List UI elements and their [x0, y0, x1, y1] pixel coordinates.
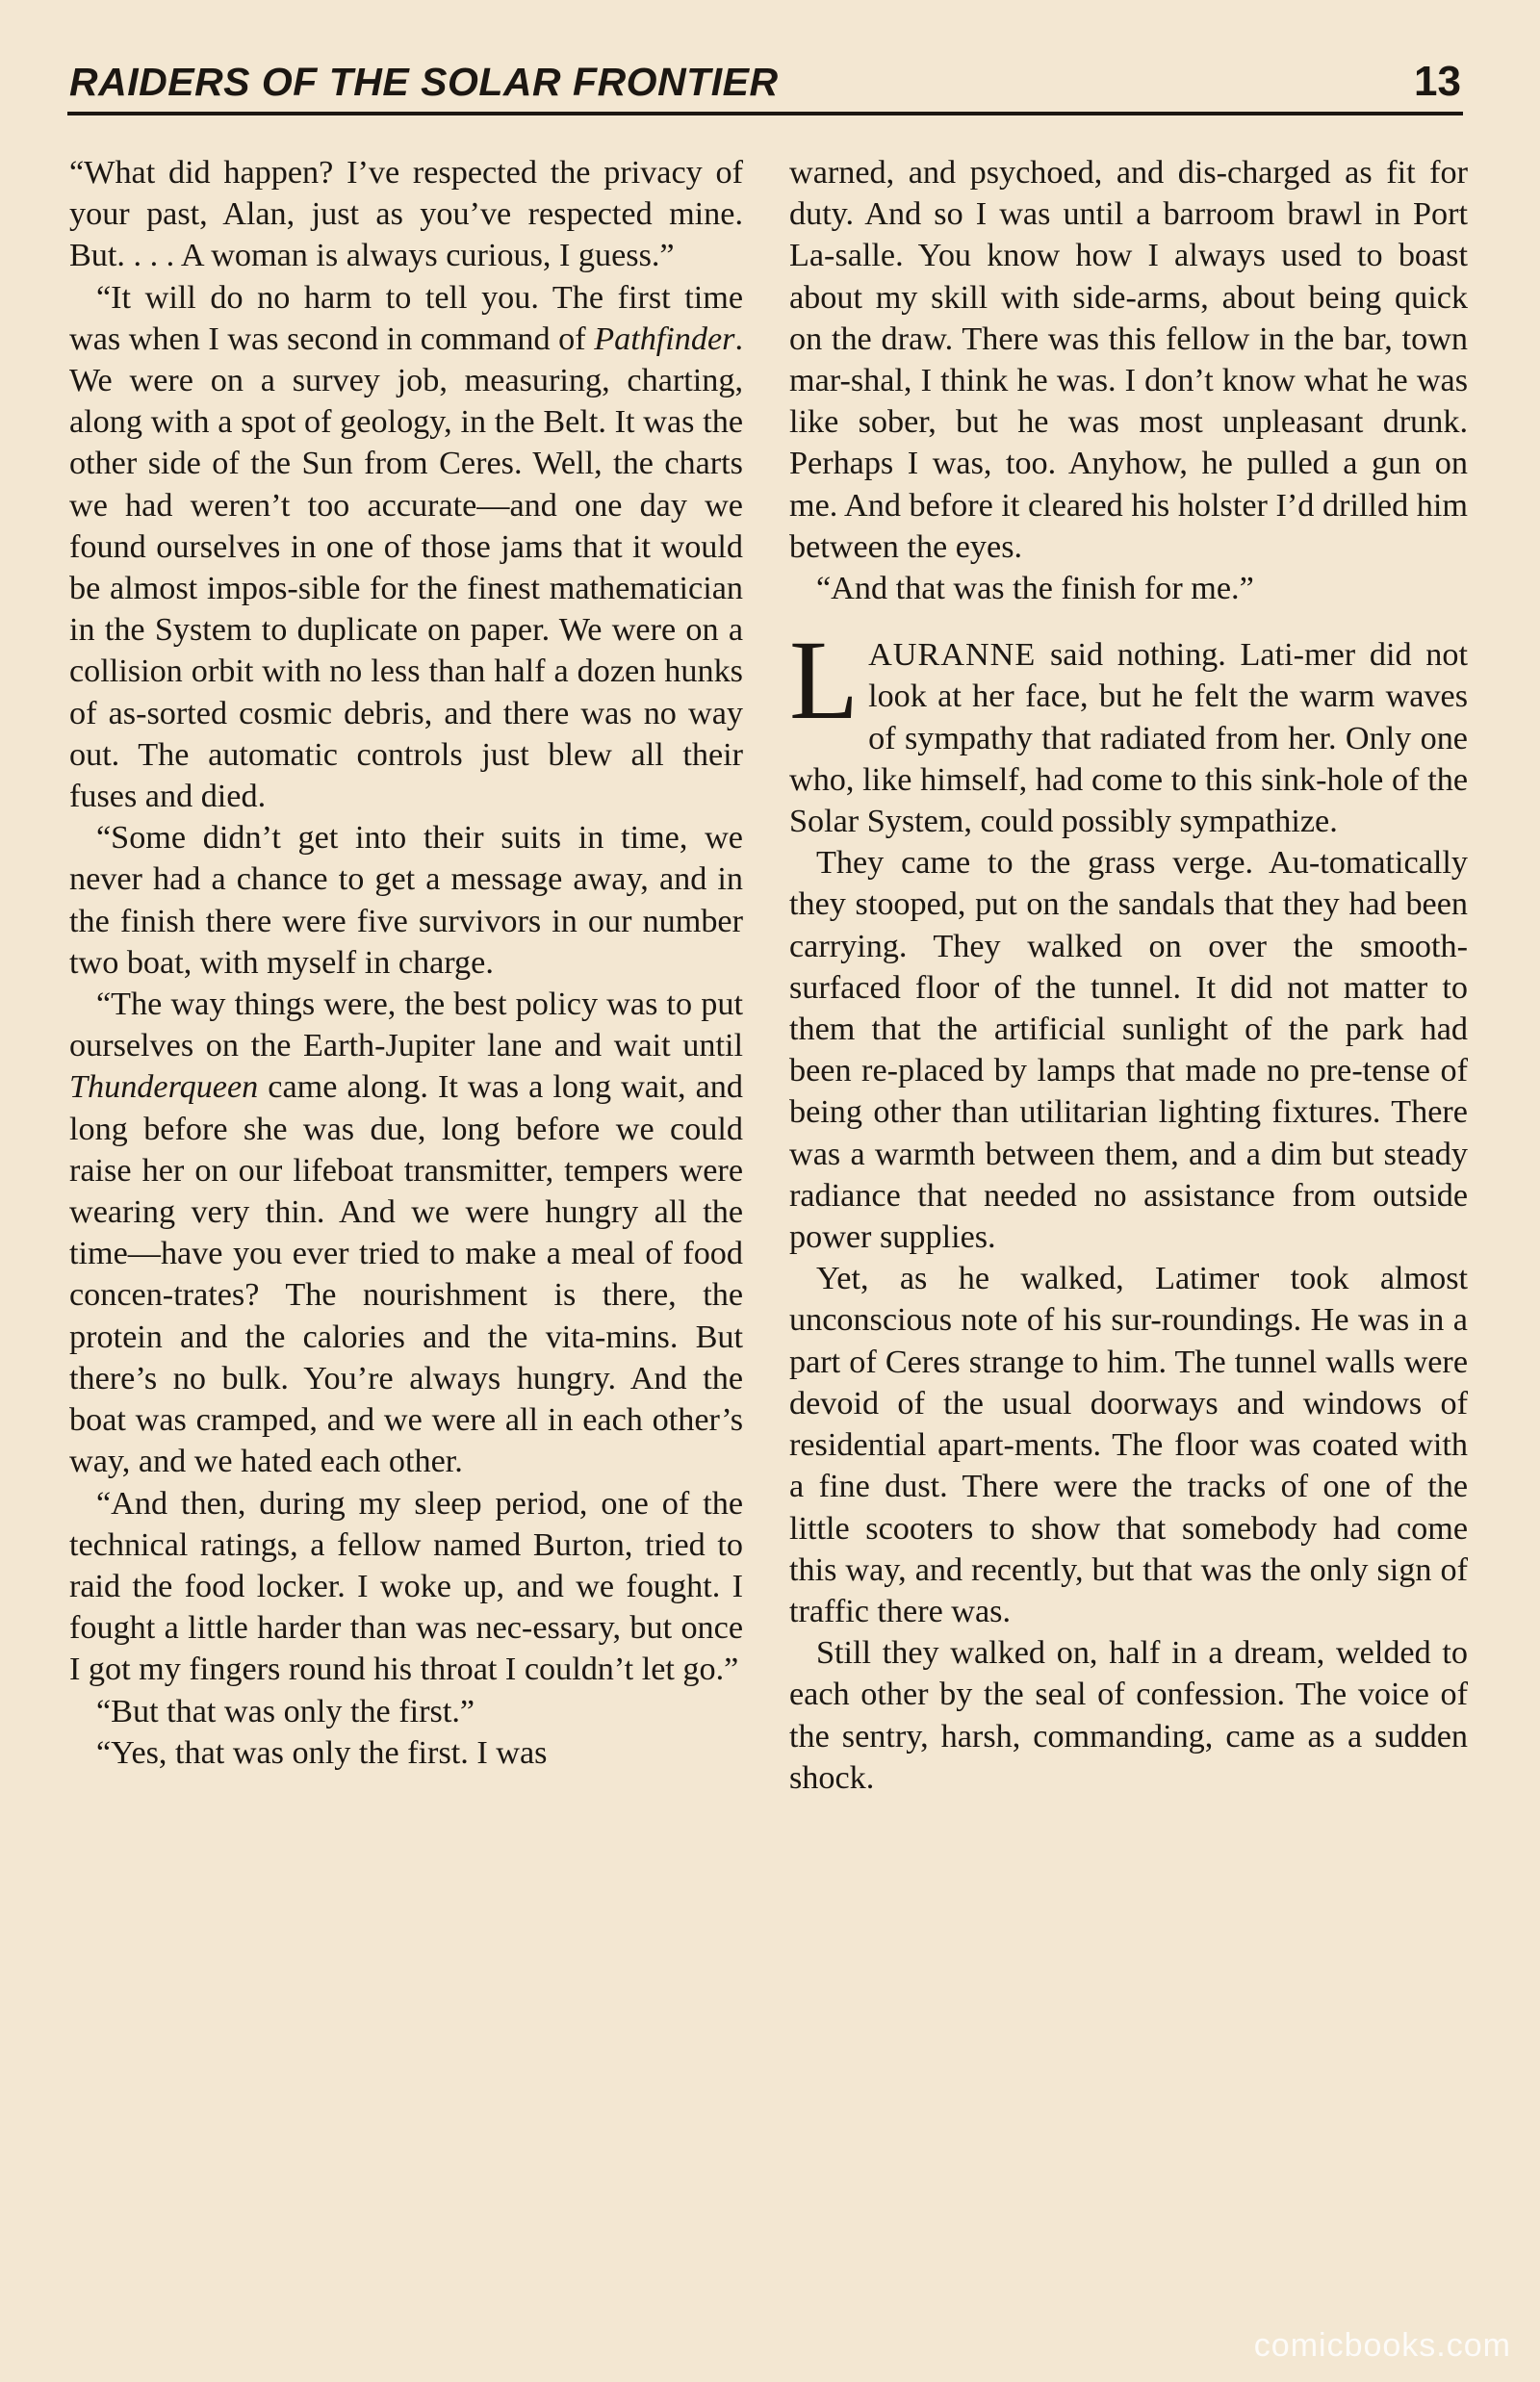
running-header [67, 38, 1463, 115]
paragraph [69, 1483, 743, 1691]
paragraph-text: “The way things were, the best policy was to put ourselves on the Earth-Jupiter lane and wait until [69, 986, 743, 1064]
paragraph-text: Still they walked on, half in a dream, welded to each other by the seal of confession. The voice of the sentry, harsh, commanding, came as a sudden shock. [789, 1635, 1468, 1796]
paragraph [789, 1632, 1468, 1799]
running-title: RAIDERS OF THE SOLAR FRONTIER [69, 60, 779, 104]
paragraph [789, 617, 1468, 842]
paragraph-text: They came to the grass verge. Au-tomatically they stooped, put on the sandals that they had been carrying. They walked on over the smooth-surfaced floor of the tunnel. It did not matter to them that the artificial sunlight of the park had been re-placed by lamps that made no pre-tense of being other than utilitarian lighting fixtures. There was a warmth between them, and a dim but steady radiance that needed no assistance from outside power supplies. [789, 845, 1468, 1256]
small-caps-word: AURANNE [868, 637, 1037, 674]
paragraph [789, 568, 1468, 609]
paragraph-text: . We were on a survey job, measuring, charting, along with a spot of geology, in the Belt. It was the other side of the Sun from Ceres. Well, the charts we had weren’t too accurate—and one day we found ourselves in one of those jams that it would be almost impos-sible for the finest mathematician in the System to duplicate on paper. We were on a collision orbit with no less than half a dozen hunks of as-sorted cosmic debris, and there was no way out. The automatic controls just blew all their fuses and died. [69, 320, 743, 815]
paragraph-text: “What did happen? I’ve respected the privacy of your past, Alan, just as you’ve respected mine. But. . . . A woman is always curious, I guess.” [69, 155, 743, 274]
paragraph [789, 152, 1468, 568]
paragraph [789, 1258, 1468, 1632]
watermark: comicbooks.com [1253, 2327, 1511, 2364]
paragraph-text: warned, and psychoed, and dis-charged as fit for duty. And so I was until a barroom brawl in Port La-salle. You know how I always used to boast about my skill with side-arms, about being quick on the draw. There was this fellow in the bar, town mar-shal, I think he was. I don’t know what he was like sober, but he was most unpleasant drunk. Perhaps I was, too. Anyhow, he pulled a gun on me. And before it cleared his holster I’d drilled him between the eyes. [789, 155, 1468, 565]
paragraph [69, 817, 743, 984]
paragraph [69, 152, 743, 277]
ship-name: Pathfinder [594, 320, 735, 357]
paragraph [69, 1732, 743, 1774]
paragraph-text: said nothing. Lati-mer did not look at her face, but he felt the warm waves of sympathy that radiated from her. Only one who, like himself, had come to this sink-hole of the Solar System, could possibly sympathize. [789, 637, 1468, 840]
paragraph-text: came along. It was a long wait, and long before she was due, long before we could raise her on our lifeboat transmitter, tempers were wearing very thin. And we were hungry all the time—have you ever tried to make a meal of food concen-trates? The nourishment is there, the protein and the calories and the vita-mins. But there’s no bulk. You’re always hungry. And the boat was cramped, and we were all in each other’s way, and we hated each other. [69, 1069, 743, 1480]
paragraph [69, 984, 743, 1482]
paragraph-text: “And that was the finish for me.” [816, 571, 1254, 607]
left-column [69, 152, 743, 1774]
right-column [789, 152, 1468, 1799]
header-rule [67, 112, 1463, 115]
paragraph [789, 842, 1468, 1258]
paragraph-text: “It will do no harm to tell you. The first time was when I was second in command of [69, 279, 743, 357]
paragraph-text: “Yes, that was only the first. I was [96, 1734, 548, 1771]
paragraph-text: Yet, as he walked, Latimer took almost unconscious note of his sur-roundings. He was in a part of Ceres strange to him. The tunnel walls were devoid of the usual doorways and windows of residential apart-ments. The floor was coated with a fine dust. There were the tracks of one of the little scooters to show that somebody had come this way, and recently, but that was the only sign of traffic there was. [789, 1261, 1468, 1629]
ship-name: Thunderqueen [69, 1069, 259, 1106]
drop-cap: L [789, 617, 860, 744]
page-number: 13 [1414, 58, 1461, 105]
paragraph [69, 277, 743, 818]
paragraph-text: “And then, during my sleep period, one of the technical ratings, a fellow named Burton, tried to raid the food locker. I woke up, and we fought. I fought a little harder than was nec-essary, but once I got my fingers round his throat I couldn’t let go.” [69, 1485, 743, 1688]
paragraph [69, 1691, 743, 1732]
paragraph-text: “Some didn’t get into their suits in time, we never had a chance to get a message away, and in the finish there were five survivors in our number two boat, with myself in charge. [69, 820, 743, 981]
paragraph-text: “But that was only the first.” [96, 1693, 475, 1729]
